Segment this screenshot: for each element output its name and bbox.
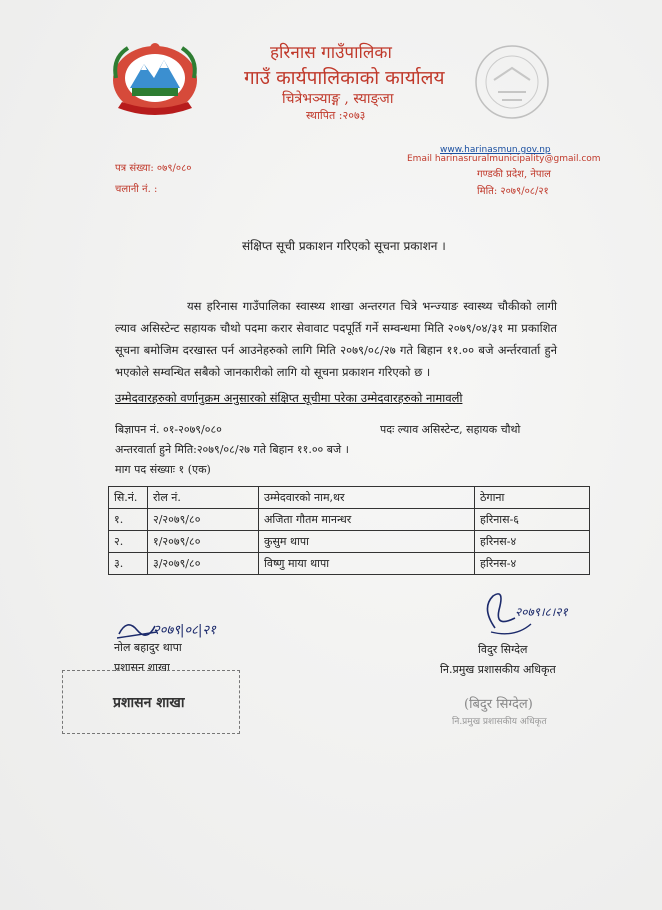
post-name: पदः ल्याव असिस्टेन्ट, सहायक चौथो [380,423,521,436]
office-name: गाउँ कार्यपालिकाको कार्यालय [244,67,445,89]
table-row [109,553,590,575]
established-date: स्थापित :२०७३ [306,109,366,122]
right-signatory-position: नि.प्रमुख प्रशासकीय अधिकृत [440,663,556,676]
cell-sn: ३. [109,553,148,575]
cell-name: विष्णु माया थापा [259,553,475,575]
left-signature-icon [117,612,227,642]
section-stamp-text: प्रशासन शाखा [113,695,185,711]
website-link[interactable]: www.harinasmun.gov.np [440,145,551,155]
cell-roll: २/२०७९/८० [148,509,259,531]
right-stamp-name: (बिदुर सिग्देल) [464,697,533,712]
office-location: चित्रेभञ्याङ्ग , स्याङ्जा [282,91,394,107]
col-header-sn: सि.नं. [109,487,148,509]
email-address: Email harinasruralmunicipality@gmail.com [407,154,601,164]
emblem-logo [108,38,202,118]
table-row [109,531,590,553]
cell-sn: २. [109,531,148,553]
cell-roll: ३/२०७९/८० [148,553,259,575]
dispatch-number: चलानी नं. : [115,184,158,195]
notice-body-text: यस हरिनास गाउँपालिका स्वास्थ्य शाखा अन्तरगत चित्रे भन्ज्याङ स्वास्थ्य चौकीको लागी ल्याव असिस्टेन्ट सहायक चौथो पदमा करार सेवावाट पदपूर्ति गर्ने सम्वन्धमा मिति २०७९/०४/३१ मा प्रकाशित सूचना बमोजिम दरखास्त पर्न आउनेहरुको लागि मिति २०७९/०८/२७ गते बिहान ११.०० बजे अर्न्तरवार्ता हुने भएकोले सम्वन्धित सबैको जानकारीको लागि यो सूचना प्रकाशन गरिएको छ । [115,299,557,379]
col-header-address: ठेगाना [475,487,590,509]
cell-name: कुसुम थापा [259,531,475,553]
advert-number: बिज्ञापन नं. ०१-२०७९/०८० [115,423,222,436]
letter-subject: संक्षिप्त सूची प्रकाशन गरिएको सूचना प्रकाशन । [242,239,446,253]
left-signature-date: २०७९|०८|२१ [153,623,216,638]
right-signature-icon [475,588,585,642]
right-stamp-title: नि.प्रमुख प्रशासकीय अधिकृत [452,717,547,727]
cell-name: अजिता गौतम मानन्धर [259,509,475,531]
cell-sn: १. [109,509,148,531]
notice-body [115,295,557,383]
interview-date: अन्तरवार्ता हुने मिति:२०७९/०८/२७ गते बिहान ११.०० बजे । [115,443,349,456]
cell-address: हरिनस-४ [475,553,590,575]
left-signatory-position: प्रशासन शाखा [114,661,170,674]
cell-address: हरिनास-६ [475,509,590,531]
province-label: गण्डकी प्रदेश, नेपाल [477,169,551,180]
letter-number: पत्र संख्या: ०७९/०८० [115,163,192,174]
demand-count: माग पद संख्याः १ (एक) [115,463,211,476]
col-header-name: उम्मेदवारको नाम,थर [259,487,475,509]
municipality-name: हरिनास गाउँपालिका [270,43,392,63]
left-signatory-name: नोल बहादुर थापा [114,641,182,654]
candidate-table [108,486,590,575]
municipal-seal-icon [472,40,552,124]
cell-address: हरिनस-४ [475,531,590,553]
right-signatory-name: विदुर सिग्देल [478,643,528,656]
letter-date: मिति: २०७९/०८/२१ [477,186,549,197]
candidate-list-heading: उम्मेदवारहरुको वर्णानुक्रम अनुसारको संक्षिप्त सूचीमा परेका उम्मेदवारहरुको नामावली [115,391,463,405]
right-signature-date: २०७९।८।२१ [515,605,568,619]
table-row [109,509,590,531]
table-header-row [109,487,590,509]
cell-roll: १/२०७९/८० [148,531,259,553]
col-header-roll: रोल नं. [148,487,259,509]
